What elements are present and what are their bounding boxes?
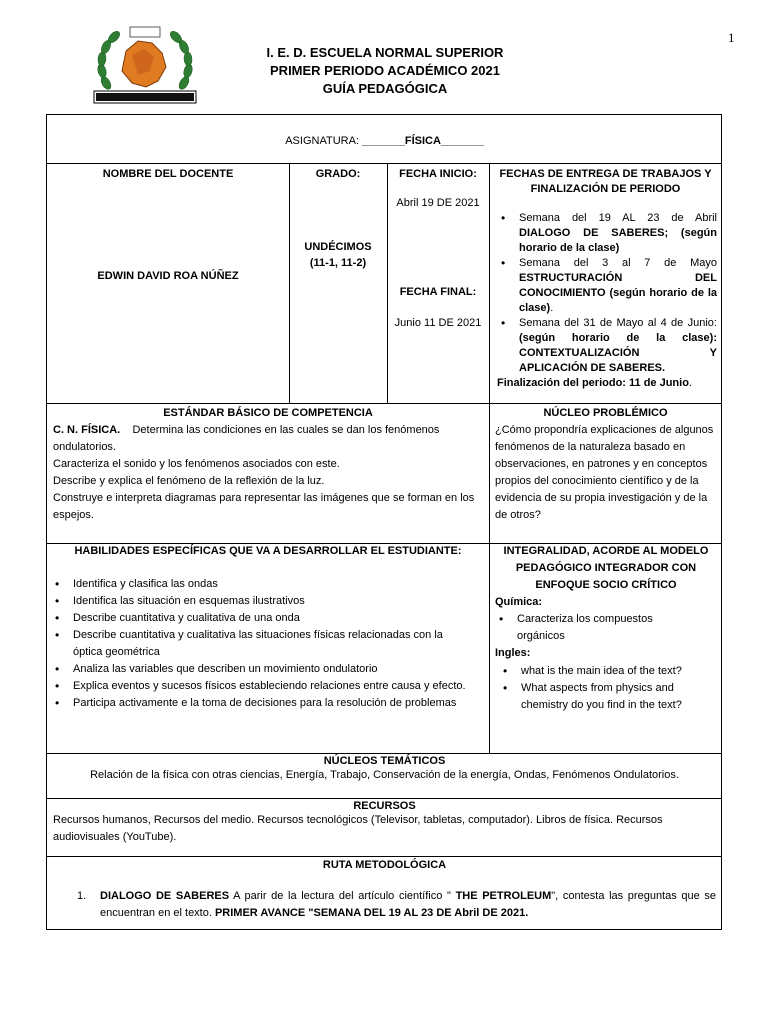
docente-header: NOMBRE DEL DOCENTE (102, 168, 234, 180)
nucleo-header: NÚCLEO PROBLÉMICO (543, 407, 668, 419)
fecha-final-header: FECHA FINAL: (399, 286, 477, 298)
estandar-line: Construye e interpreta diagramas para representar las imágenes que se forman en los espejos. (53, 492, 475, 521)
finalizacion-periodo: Finalización del periodo: 11 de Junio. (497, 377, 692, 389)
ingles-list (499, 663, 711, 714)
entregas-header-1: FECHAS DE ENTREGA DE TRABAJOS Y (499, 168, 712, 180)
habilidades-list (51, 576, 471, 712)
school-logo (92, 25, 198, 105)
habilidades-header: HABILIDADES ESPECÍFICAS QUE VA A DESARROLLAR EL ESTUDIANTE: (74, 545, 462, 557)
nucleo-text: ¿Cómo propondría explicaciones de algunos fenómenos de la naturaleza basado en observaciones, en patrones y en conceptos propios del conocimiento científico y de la evidencia de su propia investigación y de la de otros? (495, 424, 714, 521)
ruta-item-text: DIALOGO DE SABERES A parir de la lectura del artículo científico " THE PETROLEUM", contesta las preguntas que se encuentran en el texto. PRIMER AVANCE "SEMANA DEL 19 AL 23 DE Abril DE 2021. (100, 890, 716, 919)
estandar-line: Caracteriza el sonido y los fenómenos asociados con este. (53, 458, 340, 470)
header-school-name: I. E. D. ESCUELA NORMAL SUPERIOR (266, 45, 504, 60)
docente-name: EDWIN DAVID ROA NÚÑEZ (97, 270, 239, 282)
entregas-list (497, 211, 717, 376)
guide-table (46, 114, 722, 930)
ruta-header: RUTA METODOLÓGICA (322, 859, 447, 871)
grado-header: GRADO: (315, 168, 361, 180)
nucleos-tematicos-header: NÚCLEOS TEMÁTICOS (323, 755, 446, 767)
entregas-header-2: FINALIZACIÓN DE PERIODO (530, 183, 681, 195)
habilidad-item: • Identifica las situación en esquemas ilustrativos (51, 593, 471, 610)
quimica-item: • Caracteriza los compuestos orgánicos (495, 611, 695, 645)
quimica-label: Química: (495, 596, 543, 608)
asignatura-label: ASIGNATURA: (285, 135, 359, 147)
asignatura-value: _______FÍSICA_______ (362, 135, 484, 147)
estandar-lead: C. N. FÍSICA. Determina las condiciones en las cuales se dan los fenómenos ondulatorios. (53, 424, 440, 453)
entrega-item: • Semana del 3 al 7 de Mayo ESTRUCTURACIÓN DEL CONOCIMIENTO (según horario de la clase). (497, 256, 717, 316)
recursos-text: Recursos humanos, Recursos del medio. Recursos tecnológicos (Televisor, tabletas, computador). Libros de física. Recursos audiovisuales (YouTube). (53, 814, 663, 843)
nucleos-tematicos-text: Relación de la física con otras ciencias, Energía, Trabajo, Conservación de la energía, Ondas, Fenómenos Ondulatorios. (90, 769, 679, 781)
asignatura-row (47, 133, 722, 150)
habilidad-item: • Participa activamente e la toma de decisiones para la resolución de problemas (51, 695, 471, 712)
ingles-label: Ingles: (495, 647, 531, 659)
fecha-inicio-value: Abril 19 DE 2021 (396, 197, 480, 209)
habilidad-item: • Identifica y clasifica las ondas (51, 576, 471, 593)
page-number: 1 (728, 30, 735, 45)
fecha-final-value: Junio 11 DE 2021 (394, 317, 482, 329)
header-period: PRIMER PERIODO ACADÉMICO 2021 (270, 63, 500, 78)
recursos-header: RECURSOS (353, 800, 416, 812)
habilidad-item: • Describe cuantitativa y cualitativa las situaciones físicas relacionadas con la óptica geométrica (51, 627, 471, 661)
ruta-item-number: 1. (77, 890, 87, 902)
ingles-item: • What aspects from physics and chemistry do you find in the text? (499, 680, 711, 714)
grado-value: UNDÉCIMOS (304, 241, 372, 253)
estandar-header: ESTÁNDAR BÁSICO DE COMPETENCIA (163, 407, 373, 419)
estandar-line: Describe y explica el fenómeno de la reflexión de la luz. (53, 475, 325, 487)
entrega-item: • Semana del 19 AL 23 de Abril DIALOGO DE SABERES; (según horario de la clase) (497, 211, 717, 256)
quimica-list (495, 611, 695, 645)
ingles-item: • what is the main idea of the text? (499, 663, 711, 680)
habilidad-item: • Explica eventos y sucesos físicos estableciendo relaciones entre causa y efecto. (51, 678, 471, 695)
header-guide-title: GUÍA PEDAGÓGICA (322, 81, 448, 96)
habilidad-item: • Describe cuantitativa y cualitativa de una onda (51, 610, 471, 627)
habilidad-item: • Analiza las variables que describen un movimiento ondulatorio (51, 661, 471, 678)
integralidad-header: INTEGRALIDAD, ACORDE AL MODELO PEDAGÓGICO INTEGRADOR CON ENFOQUE SOCIO CRÍTICO (503, 545, 709, 591)
fecha-inicio-header: FECHA INICIO: (399, 168, 477, 180)
entrega-item: • Semana del 31 de Mayo al 4 de Junio:(según horario de la clase): CONTEXTUALIZACIÓN Y APLICACIÓN DE SABERES. (497, 316, 717, 376)
grado-groups: (11-1, 11-2) (309, 257, 367, 269)
